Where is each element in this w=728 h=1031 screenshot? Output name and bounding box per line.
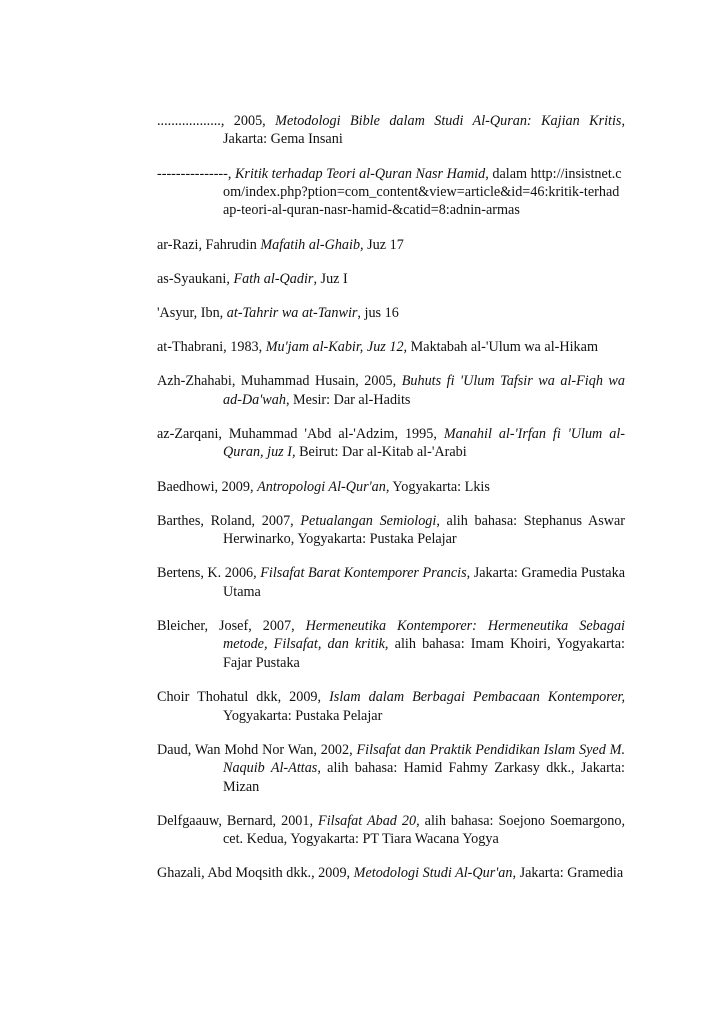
- bibliography: [157, 112, 625, 899]
- bibliography-entry: .................., 2005, Metodologi Bible dalam Studi Al-Quran: Kajian Kritis, Jakarta: Gema Insani: [157, 113, 626, 148]
- bibliography-entry: Baedhowi, 2009, Antropologi Al-Qur'an, Yogyakarta: Lkis: [157, 478, 490, 495]
- bibliography-entry: Bertens, K. 2006, Filsafat Barat Kontemporer Prancis, Jakarta: Gramedia Pustaka Utama: [157, 565, 625, 600]
- bibliography-entry: ---------------, Kritik terhadap Teori al-Quran Nasr Hamid, dalam http://insistnet.com/index.php?ption=com_content&view=article&id=46:kritik-terhadap-teori-al-quran-nasr-hamid-&catid=8:adnin-armas: [157, 165, 622, 219]
- bibliography-entry: Barthes, Roland, 2007, Petualangan Semiologi, alih bahasa: Stephanus Aswar Herwinarko, Yogyakarta: Pustaka Pelajar: [157, 512, 625, 548]
- bibliography-entry: az-Zarqani, Muhammad 'Abd al-'Adzim, 1995, Manahil al-'Irfan fi 'Ulum al-Quran, juz I, Beirut: Dar al-Kitab al-'Arabi: [157, 426, 625, 461]
- bibliography-entry: Choir Thohatul dkk, 2009, Islam dalam Berbagai Pembacaan Kontemporer, Yogyakarta: Pustaka Pelajar: [157, 689, 625, 724]
- bibliography-entry: Delfgaauw, Bernard, 2001, Filsafat Abad 20, alih bahasa: Soejono Soemargono, cet. Kedua, Yogyakarta: PT Tiara Wacana Yogya: [157, 812, 625, 848]
- bibliography-entry: 'Asyur, Ibn, at-Tahrir wa at-Tanwir, jus 16: [157, 305, 399, 322]
- bibliography-entry: at-Thabrani, 1983, Mu'jam al-Kabir, Juz 12, Maktabah al-'Ulum wa al-Hikam: [157, 339, 598, 356]
- bibliography-entry: Bleicher, Josef, 2007, Hermeneutika Kontemporer: Hermeneutika Sebagai metode, Filsafat, dan kritik, alih bahasa: Imam Khoiri, Yogyakarta: Fajar Pustaka: [157, 618, 625, 671]
- bibliography-entry: Daud, Wan Mohd Nor Wan, 2002, Filsafat dan Praktik Pendidikan Islam Syed M. Naquib Al-Attas, alih bahasa: Hamid Fahmy Zarkasy dkk., Jakarta: Mizan: [157, 741, 626, 795]
- bibliography-entry: Azh-Zhahabi, Muhammad Husain, 2005, Buhuts fi 'Ulum Tafsir wa al-Fiqh wa ad-Da'wah, Mesir: Dar al-Hadits: [157, 373, 625, 408]
- bibliography-entry: as-Syaukani, Fath al-Qadir, Juz I: [157, 270, 348, 287]
- bibliography-entry: ar-Razi, Fahrudin Mafatih al-Ghaib, Juz 17: [157, 236, 404, 253]
- bibliography-entry: Ghazali, Abd Moqsith dkk., 2009, Metodologi Studi Al-Qur'an, Jakarta: Gramedia: [157, 865, 624, 882]
